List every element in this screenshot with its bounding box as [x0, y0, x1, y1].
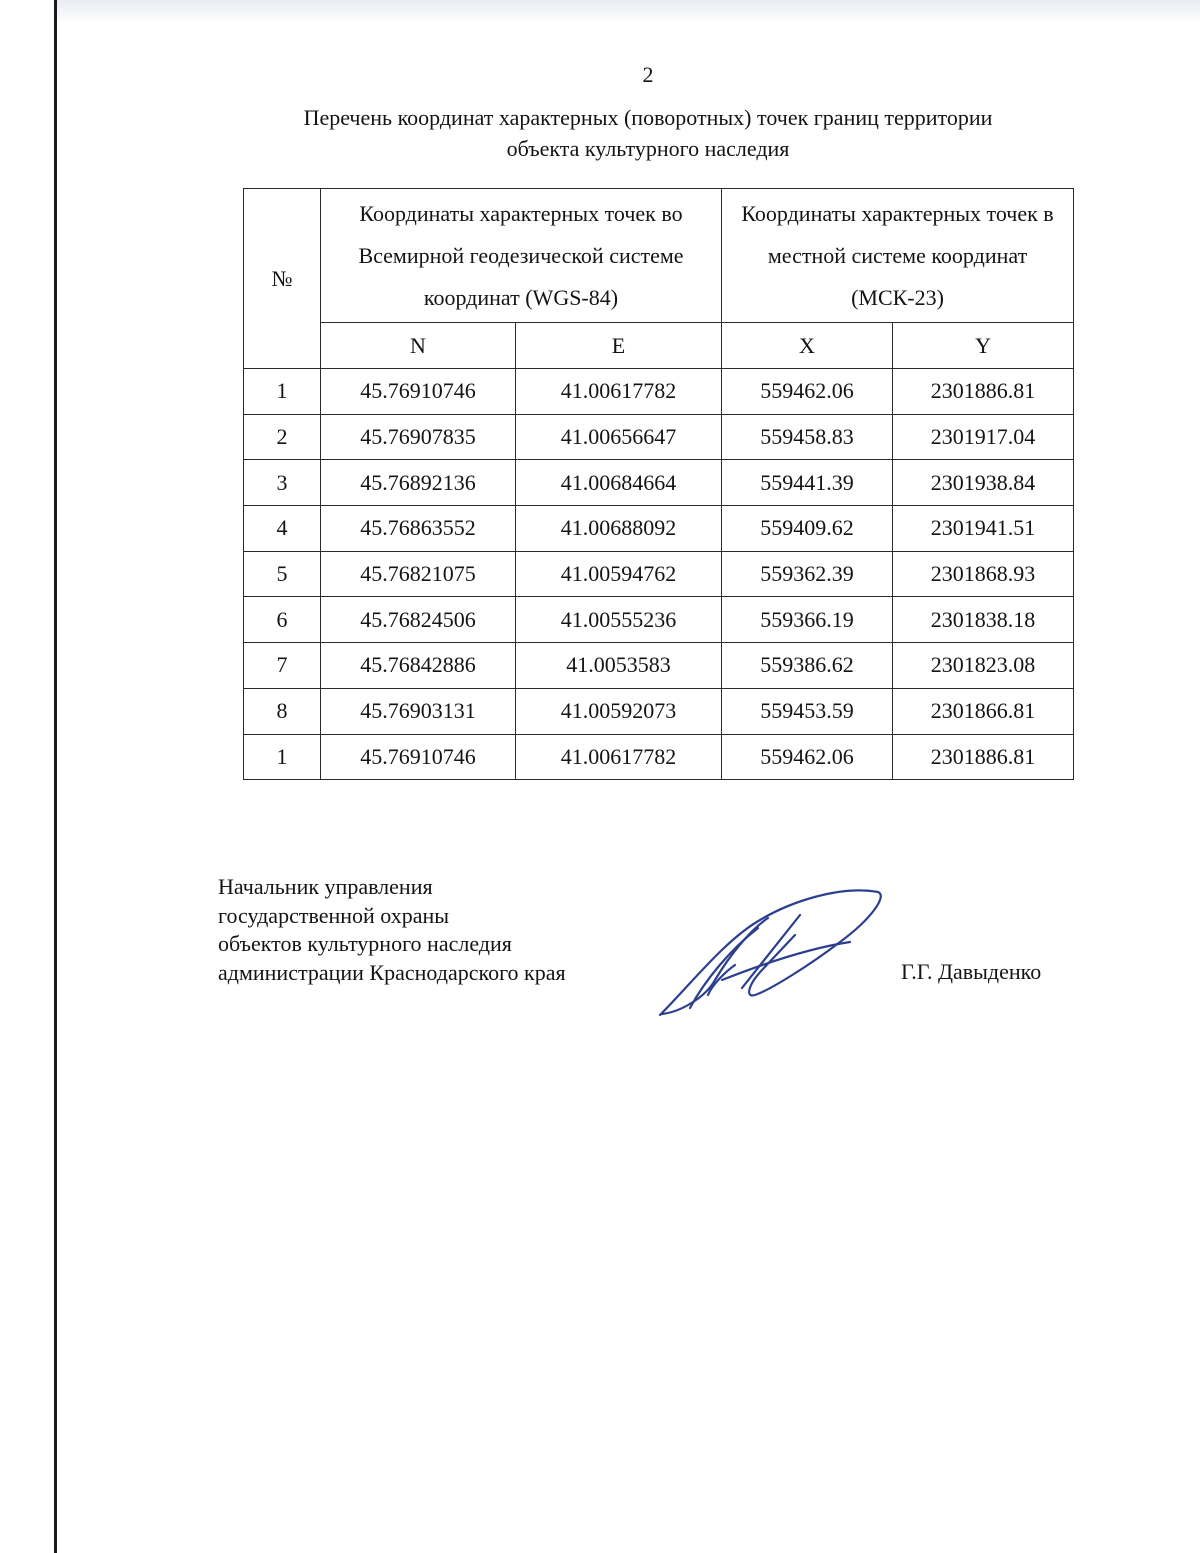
header-y: Y: [893, 323, 1074, 369]
cell-n: 45.76892136: [321, 460, 516, 506]
cell-y: 2301868.93: [893, 551, 1074, 597]
cell-y: 2301886.81: [893, 369, 1074, 415]
cell-number: 8: [244, 688, 321, 734]
table-row: [244, 369, 1074, 415]
cell-n: 45.76824506: [321, 597, 516, 643]
cell-n: 45.76821075: [321, 551, 516, 597]
table-row: [244, 643, 1074, 689]
table-header-row: [244, 189, 1074, 323]
cell-x: 559366.19: [722, 597, 893, 643]
table-row: [244, 734, 1074, 780]
document-title-line-1: Перечень координат характерных (поворотных) точек границ территории: [303, 105, 993, 130]
document-title: [200, 102, 1096, 164]
cell-x: 559362.39: [722, 551, 893, 597]
table-row: [244, 414, 1074, 460]
cell-y: 2301838.18: [893, 597, 1074, 643]
cell-e: 41.00617782: [516, 734, 722, 780]
signatory-position-line-2: государственной охраны: [218, 902, 450, 928]
cell-e: 41.00688092: [516, 506, 722, 552]
cell-e: 41.0053583: [516, 643, 722, 689]
cell-y: 2301941.51: [893, 506, 1074, 552]
table-row: [244, 506, 1074, 552]
cell-y: 2301938.84: [893, 460, 1074, 506]
cell-number: 4: [244, 506, 321, 552]
header-n: N: [321, 323, 516, 369]
cell-n: 45.76863552: [321, 506, 516, 552]
cell-number: 2: [244, 414, 321, 460]
table-subheader-row: [244, 323, 1074, 369]
cell-x: 559441.39: [722, 460, 893, 506]
cell-number: 3: [244, 460, 321, 506]
page-number: 2: [642, 62, 654, 87]
cell-number: 1: [244, 734, 321, 780]
page-edge: [54, 0, 57, 1553]
cell-number: 1: [244, 369, 321, 415]
scan-top-shade: [57, 0, 1200, 22]
signatory-name: Г.Г. Давыденко: [901, 959, 1042, 984]
table-row: [244, 597, 1074, 643]
cell-n: 45.76907835: [321, 414, 516, 460]
cell-x: 559409.62: [722, 506, 893, 552]
header-e: E: [516, 323, 722, 369]
cell-e: 41.00684664: [516, 460, 722, 506]
cell-n: 45.76910746: [321, 734, 516, 780]
signatory-position: [218, 873, 566, 987]
cell-e: 41.00555236: [516, 597, 722, 643]
cell-e: 41.00656647: [516, 414, 722, 460]
signatory-position-line-4: администрации Краснодарского края: [218, 959, 566, 985]
table-row: [244, 551, 1074, 597]
cell-e: 41.00592073: [516, 688, 722, 734]
cell-y: 2301823.08: [893, 643, 1074, 689]
document-title-line-2: объекта культурного наследия: [506, 136, 790, 161]
cell-e: 41.00617782: [516, 369, 722, 415]
cell-number: 7: [244, 643, 321, 689]
cell-e: 41.00594762: [516, 551, 722, 597]
cell-y: 2301886.81: [893, 734, 1074, 780]
cell-n: 45.76910746: [321, 369, 516, 415]
cell-y: 2301866.81: [893, 688, 1074, 734]
cell-number: 6: [244, 597, 321, 643]
table-row: [244, 460, 1074, 506]
cell-x: 559458.83: [722, 414, 893, 460]
header-wgs84: Координаты характерных точек во Всемирной геодезической системе координат (WGS-84): [321, 189, 722, 323]
cell-x: 559453.59: [722, 688, 893, 734]
signatory-position-line-1: Начальник управления: [218, 874, 433, 899]
signatory-position-line-3: объектов культурного наследия: [218, 931, 512, 956]
cell-n: 45.76842886: [321, 643, 516, 689]
cell-x: 559462.06: [722, 734, 893, 780]
header-number: №: [244, 189, 321, 369]
table-row: [244, 688, 1074, 734]
coordinates-table: [243, 188, 1074, 780]
handwritten-signature: [650, 880, 890, 1025]
cell-n: 45.76903131: [321, 688, 516, 734]
cell-number: 5: [244, 551, 321, 597]
header-x: X: [722, 323, 893, 369]
cell-x: 559462.06: [722, 369, 893, 415]
header-msk23: Координаты характерных точек в местной системе координат (МСК-23): [722, 189, 1074, 323]
cell-y: 2301917.04: [893, 414, 1074, 460]
cell-x: 559386.62: [722, 643, 893, 689]
